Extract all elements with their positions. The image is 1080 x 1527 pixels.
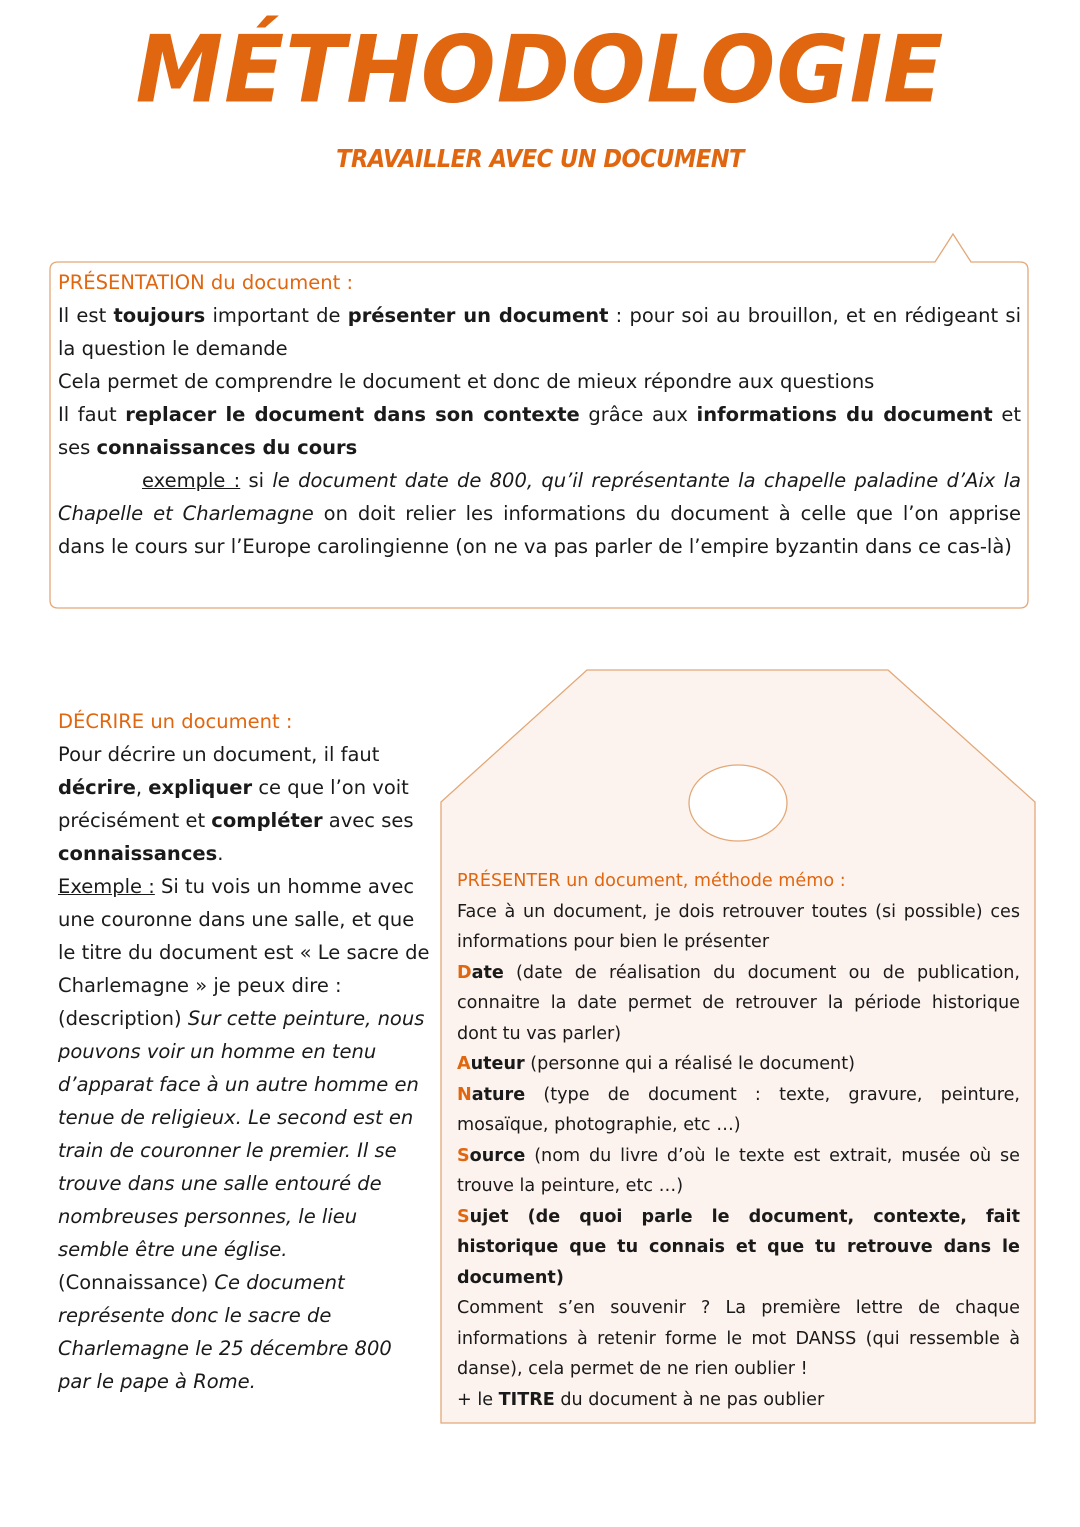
text-run: ate — [471, 962, 504, 983]
text-run: replacer le document dans son contexte — [125, 403, 580, 426]
memo-item-sujet — [457, 1202, 1020, 1294]
text-run: du document à ne pas oublier — [554, 1389, 825, 1410]
text-run: on doit relier les informations du document à celle que l’on apprise dans le cours sur l’Europe carolingienne (on ne va pas parler de l’empire byzantin dans ce cas-là) — [58, 502, 1021, 558]
text-run: si — [240, 469, 273, 492]
decrire-paragraph — [58, 738, 430, 870]
text-run: + le — [457, 1389, 499, 1410]
text-run: ource — [469, 1145, 526, 1166]
decrire-section — [58, 705, 430, 1398]
text-run: ature — [471, 1084, 526, 1105]
text-run: connaissances du cours — [96, 436, 358, 459]
text-run: S — [457, 1145, 470, 1166]
text-run: Cela permet de comprendre le document et donc de mieux répondre aux questions — [58, 370, 875, 393]
text-run: (Connaissance) — [58, 1271, 215, 1294]
memo-tag-hole — [689, 765, 787, 841]
memo-heading: PRÉSENTER un document, méthode mémo : — [457, 871, 846, 891]
text-run: A — [457, 1054, 471, 1074]
text-run: Pour décrire un document, il faut — [58, 743, 380, 766]
text-run: (nom du livre d’où le texte est extrait, musée où se trouve la peinture, etc …) — [457, 1145, 1020, 1196]
text-run: toujours — [113, 304, 206, 327]
memo-section — [457, 866, 1020, 1415]
text-run: uteur — [470, 1054, 525, 1074]
text-run: . — [217, 842, 224, 865]
presentation-heading: PRÉSENTATION du document : — [58, 271, 354, 294]
text-run: (type de document : texte, gravure, peinture, mosaïque, photographie, etc …) — [457, 1084, 1020, 1135]
memo-item-source — [457, 1141, 1020, 1202]
text-run: connaissances — [58, 842, 218, 865]
text-run: Si tu vois un homme avec une couronne dans une salle, et que le titre du document est « Le sacre de Charlemagne » je peux dire : (description) — [58, 875, 430, 1030]
text-run: informations du document — [696, 403, 993, 426]
text-run: ujet (de quoi parle le document, contexte, fait historique que tu connais et que tu retrouve dans le document) — [457, 1206, 1020, 1288]
text-run: (date de réalisation du document ou de publication, connaitre la date permet de retrouver la période historique dont tu vas parler) — [457, 962, 1020, 1044]
text-run: présenter un document — [347, 304, 609, 327]
memo-item-date — [457, 958, 1020, 1050]
text-run: et ses — [58, 403, 1022, 459]
memo-titre-note — [457, 1385, 1020, 1416]
presentation-section — [58, 266, 1021, 563]
text-run: Sur cette peinture, nous pouvons voir un homme en tenu d’apparat face à un autre homme en tenue de religieux. Le second est en train de couronner le premier. Il se trouve dans une salle entouré de nombreuses personnes, le lieu semble être une église. — [58, 1007, 425, 1261]
text-run: compléter — [211, 809, 323, 832]
presentation-paragraph — [58, 398, 1021, 464]
text-run: TITRE — [498, 1389, 555, 1410]
presentation-paragraph — [58, 299, 1021, 365]
text-run: le document date de 800, qu’il représentante la chapelle paladine d’Aix la Chapelle et Charlemagne — [58, 469, 1021, 525]
text-run: Il est — [58, 304, 114, 327]
text-run: : pour soi au brouillon, et en rédigeant si la question le demande — [58, 304, 1021, 360]
memo-mnemonic — [457, 1293, 1020, 1385]
text-run: (personne qui a réalisé le document) — [524, 1054, 855, 1074]
decrire-example — [58, 870, 430, 1398]
text-run: avec ses — [322, 809, 414, 832]
text-run: D — [457, 962, 472, 983]
text-run: ce que l’on voit précisément et — [58, 776, 409, 832]
page-title: MÉTHODOLOGIE — [135, 15, 945, 124]
text-run: S — [457, 1206, 470, 1227]
memo-intro — [457, 897, 1020, 958]
text-run: , — [135, 776, 149, 799]
presentation-example — [58, 464, 1021, 563]
text-run: N — [457, 1084, 472, 1105]
text-run: Face à un document, je dois retrouver toutes (si possible) ces informations pour bien le présenter — [457, 901, 1020, 952]
text-run: Ce document représente donc le sacre de Charlemagne le 25 décembre 800 par le pape à Rome. — [58, 1271, 392, 1393]
text-run: Exemple : — [58, 875, 155, 898]
decrire-heading: DÉCRIRE un document : — [58, 710, 293, 733]
text-run: exemple : — [142, 469, 241, 492]
memo-item-auteur — [457, 1049, 1020, 1080]
text-run: décrire — [58, 776, 136, 799]
text-run: Comment s’en souvenir ? La première lettre de chaque informations à retenir forme le mot DANSS (qui ressemble à danse), cela permet de ne rien oublier ! — [457, 1298, 1020, 1379]
text-run: grâce aux — [579, 403, 697, 426]
page-subtitle: TRAVAILLER AVEC UN DOCUMENT — [336, 144, 744, 173]
memo-item-nature — [457, 1080, 1020, 1141]
text-run: important de — [205, 304, 348, 327]
presentation-paragraph — [58, 365, 1021, 398]
text-run: Il faut — [58, 403, 126, 426]
text-run: expliquer — [148, 776, 253, 799]
